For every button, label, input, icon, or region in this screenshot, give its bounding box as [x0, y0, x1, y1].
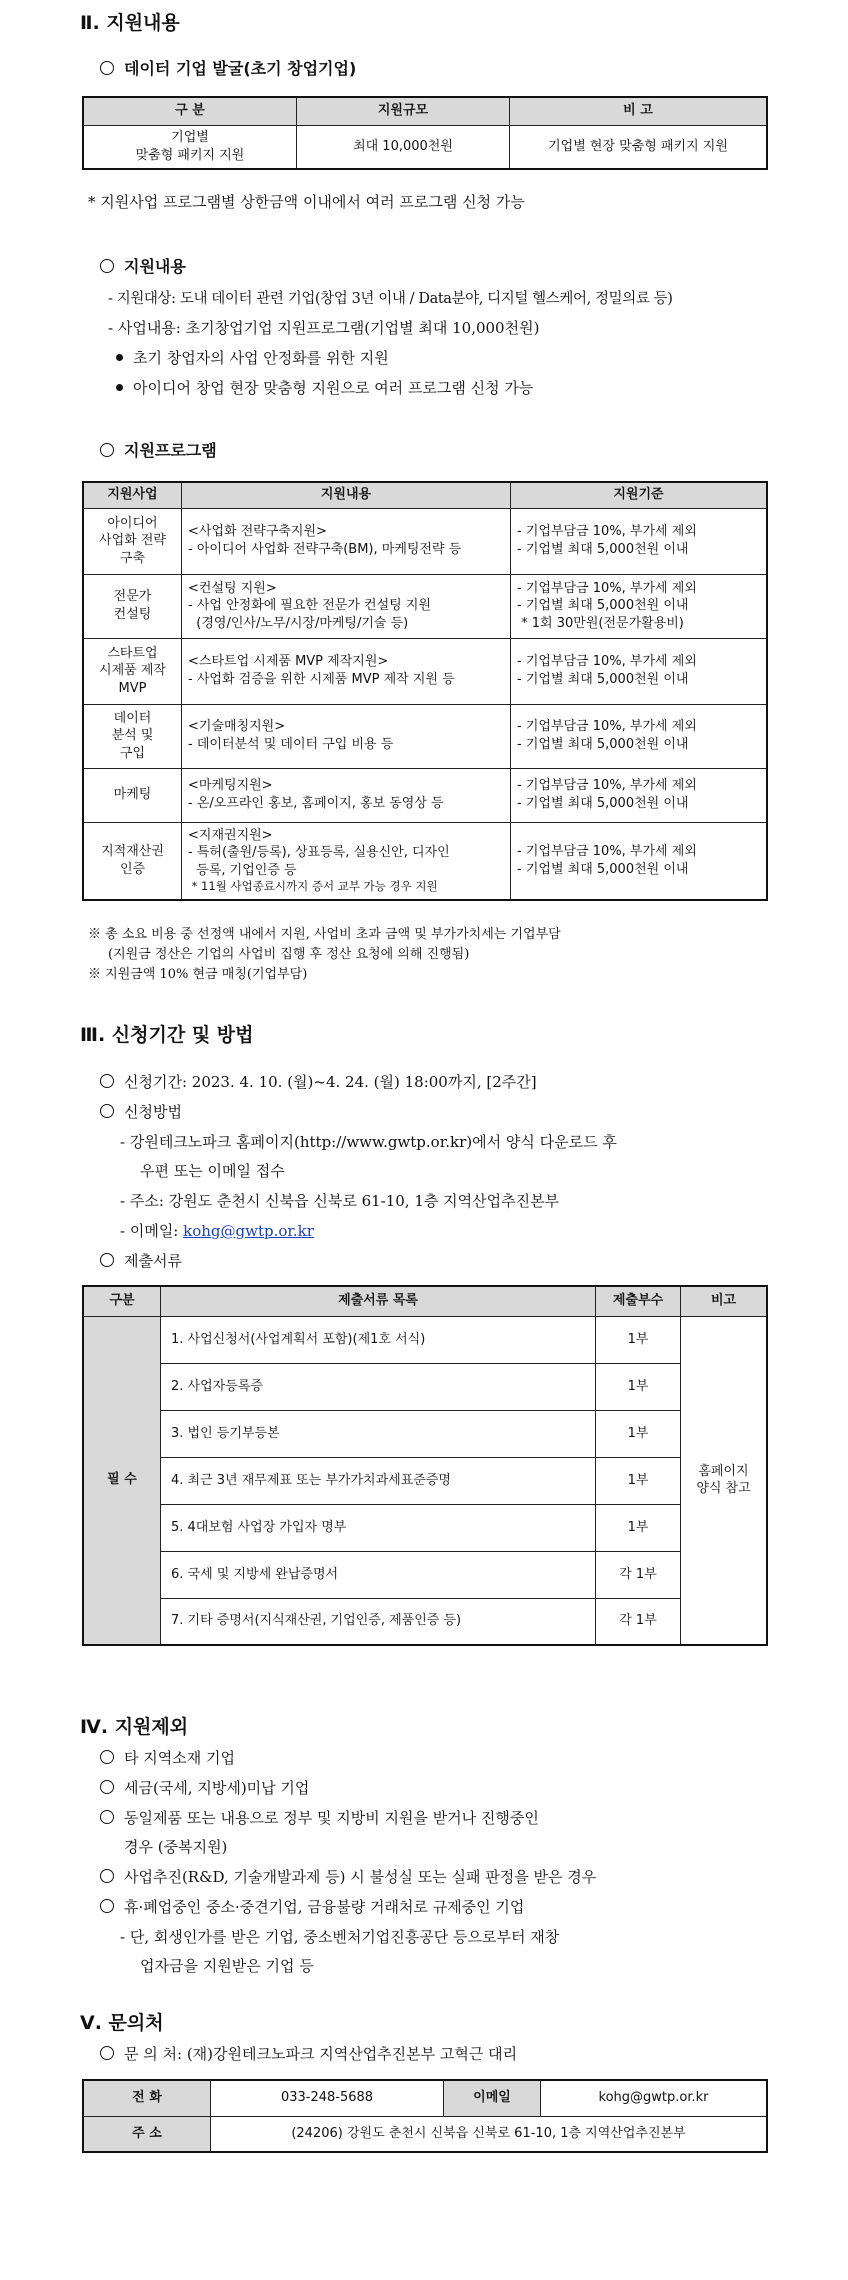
- table-row: [83, 1363, 767, 1410]
- address-cell: (24206) 강원도 춘천시 신북읍 신북로 61-10, 1층 지역산업추진본부: [211, 2116, 768, 2152]
- target-text: - 지원대상: 도내 데이터 관련 기업(창업 3년 이내 / Data분야, 디지털 헬스케어, 정밀의료 등): [108, 291, 673, 307]
- documents-table: [82, 1285, 768, 1646]
- application-method: [100, 1102, 182, 1124]
- cell-line: * 11월 사업종료시까지 증서 교부 가능 경우 지원: [188, 879, 438, 894]
- document-cell: 5. 4대보험 사업장 가입자 명부: [161, 1504, 596, 1551]
- exclusion-item: [100, 1867, 596, 1889]
- scale-cell: 최대 10,000천원: [297, 125, 510, 169]
- header-cell: 구분: [83, 1286, 161, 1316]
- program-criteria-cell: [511, 638, 768, 704]
- header-cell: 지원기준: [511, 482, 768, 508]
- program-content-cell: [182, 822, 511, 900]
- table-row: [83, 1457, 767, 1504]
- cell-line: <마케팅지원>: [188, 778, 273, 794]
- header-cell: 제출부수: [596, 1286, 681, 1316]
- program-criteria-cell: [511, 574, 768, 638]
- required-category-cell: 필 수: [83, 1316, 161, 1645]
- cell-line: - 사업화 검증을 위한 시제품 MVP 제작 지원 등: [188, 672, 455, 687]
- document-cell: 4. 최근 3년 재무제표 또는 부가가치과세표준증명: [161, 1457, 596, 1504]
- cell-line: 사업화 전략: [99, 533, 166, 549]
- exclusion-item: [100, 1808, 539, 1830]
- exclusion-text: 사업추진(R&D, 기술개발과제 등) 시 불성실 또는 실패 판정을 받은 경우: [124, 1868, 597, 1886]
- cell-line: <기술매칭지원>: [188, 719, 286, 735]
- copies-cell: 1부: [596, 1410, 681, 1457]
- cell-line: 맞춤형 패키지 지원: [135, 147, 245, 163]
- bullet-item: [116, 378, 533, 400]
- phone-cell: 033-248-5688: [211, 2080, 444, 2116]
- contact-line: [100, 2044, 517, 2066]
- cell-line: - 온/오프라인 홍보, 홈페이지, 홍보 동영상 등: [188, 796, 444, 811]
- category-cell: [83, 125, 297, 169]
- contact-table: [82, 2079, 768, 2153]
- table-row: [83, 1410, 767, 1457]
- table-row: [83, 1551, 767, 1598]
- copies-cell: 각 1부: [596, 1551, 681, 1598]
- exclusion-text: 타 지역소재 기업: [124, 1749, 235, 1767]
- table-row: [83, 638, 767, 704]
- cell-line: - 데이터분석 및 데이터 구입 비용 등: [188, 737, 394, 752]
- cell-line: 마케팅: [113, 787, 152, 803]
- cell-line: 홈페이지: [698, 1463, 749, 1479]
- header-cell: 제출서류 목록: [161, 1286, 596, 1316]
- circle-bullet-icon: [100, 1810, 114, 1824]
- section-3-title: Ⅲ. 신청기간 및 방법: [80, 1024, 254, 1046]
- program-criteria-cell: [511, 822, 768, 900]
- cell-line: <사업화 전략구축지원>: [188, 524, 327, 540]
- heading-support-content: [100, 254, 186, 277]
- contact-text: 문 의 처: (재)강원테크노파크 지역산업추진본부 고혁근 대리: [124, 2045, 518, 2063]
- application-period: [100, 1072, 537, 1094]
- cell-line: - 기업별 최대 5,000천원 이내: [517, 737, 689, 752]
- cell-line: <지재권지원>: [188, 827, 273, 843]
- header-cell: 지원규모: [297, 97, 510, 125]
- heading-text: 지원내용: [124, 257, 186, 276]
- cell-line: 스타트업: [107, 645, 158, 661]
- address-label-cell: 주 소: [83, 2116, 211, 2152]
- table-row: [83, 822, 767, 900]
- program-content-cell: [182, 638, 511, 704]
- circle-bullet-icon: [100, 1074, 114, 1088]
- homepage-text: - 강원테크노파크 홈페이지(http://www.gwtp.or.kr)에서 양식 다운로드 후: [120, 1133, 617, 1151]
- email-label: - 이메일:: [120, 1222, 184, 1240]
- program-name-cell: [83, 638, 182, 704]
- program-criteria-cell: [511, 508, 768, 574]
- cell-line: - 기업별 최대 5,000천원 이내: [517, 672, 689, 687]
- copies-cell: 1부: [596, 1363, 681, 1410]
- section-5-title: Ⅴ. 문의처: [80, 2012, 164, 2034]
- exclusion-exception-2: 업자금을 지원받은 기업 등: [140, 1957, 314, 1975]
- circle-bullet-icon: [100, 1869, 114, 1883]
- exclusion-item: [100, 1778, 309, 1800]
- circle-bullet-icon: [100, 2046, 114, 2060]
- cell-line: - 기업별 최대 5,000천원 이내: [517, 796, 689, 811]
- cell-line: - 사업 안정화에 필요한 전문가 컨설팅 지원: [188, 598, 431, 614]
- documents-text: 제출서류: [124, 1252, 182, 1270]
- document-cell: 3. 법인 등기부등본: [161, 1410, 596, 1457]
- program-content-cell: [182, 574, 511, 638]
- period-text: 신청기간: 2023. 4. 10. (월)~4. 24. (월) 18:00까지, [2주간]: [124, 1073, 537, 1091]
- heading-programs: [100, 438, 217, 461]
- remark-cell: [681, 1316, 768, 1645]
- bullet-text: 초기 창업자의 사업 안정화를 위한 지원: [133, 349, 389, 367]
- circle-bullet-icon: [100, 1750, 114, 1764]
- table-row: [83, 508, 767, 574]
- cell-line: - 아이디어 사업화 전략구축(BM), 마케팅전략 등: [188, 542, 462, 557]
- cell-line: 아이디어: [107, 515, 158, 531]
- cell-line: MVP: [118, 680, 147, 696]
- exclusion-text: 세금(국세, 지방세)미납 기업: [124, 1779, 310, 1797]
- exclusion-item: [100, 1748, 235, 1770]
- cell-line: - 기업부담금 10%, 부가세 제외: [517, 654, 697, 670]
- phone-label-cell: 전 화: [83, 2080, 211, 2116]
- copies-cell: 각 1부: [596, 1598, 681, 1645]
- heading-data-company: [100, 56, 356, 79]
- matching-note: ※ 지원금액 10% 현금 매칭(기업부담): [88, 967, 308, 982]
- bullet-text: 아이디어 창업 현장 맞춤형 지원으로 여러 프로그램 신청 가능: [133, 379, 534, 397]
- program-content-cell: [182, 768, 511, 822]
- program-name-cell: [83, 508, 182, 574]
- copies-cell: 1부: [596, 1504, 681, 1551]
- business-content-text: - 사업내용: 초기창업기업 지원프로그램(기업별 최대 10,000천원): [108, 319, 540, 337]
- section-4-title: Ⅳ. 지원제외: [80, 1716, 189, 1738]
- table-row: [83, 1316, 767, 1363]
- program-name-cell: [83, 574, 182, 638]
- program-criteria-cell: [511, 704, 768, 768]
- program-content-cell: [182, 508, 511, 574]
- cell-line: 데이터: [113, 710, 152, 726]
- circle-bullet-icon: [100, 1253, 114, 1267]
- cell-line: (경영/인사/노무/시장/마케팅/기술 등): [188, 615, 409, 631]
- cell-line: 전문가: [113, 589, 152, 605]
- exclusion-exception: - 단, 회생인가를 받은 기업, 중소벤처기업진흥공단 등으로부터 재창: [120, 1928, 560, 1946]
- exclusion-item: [100, 1897, 524, 1919]
- program-criteria-cell: [511, 768, 768, 822]
- cell-line: 양식 참고: [696, 1481, 751, 1497]
- cell-line: - 기업부담금 10%, 부가세 제외: [517, 580, 697, 596]
- copies-cell: 1부: [596, 1457, 681, 1504]
- table-row: [83, 1504, 767, 1551]
- circle-bullet-icon: [100, 443, 114, 457]
- dot-bullet-icon: [116, 384, 123, 391]
- exclusion-text-2: 경우 (중복지원): [124, 1838, 228, 1856]
- heading-text: 데이터 기업 발굴(초기 창업기업): [124, 59, 357, 78]
- program-note: * 지원사업 프로그램별 상한금액 이내에서 여러 프로그램 신청 가능: [88, 193, 525, 211]
- homepage-text-2: 우편 또는 이메일 접수: [140, 1162, 285, 1180]
- email-link[interactable]: kohg@gwtp.or.kr: [183, 1222, 314, 1240]
- circle-bullet-icon: [100, 61, 114, 75]
- program-content-cell: [182, 704, 511, 768]
- circle-bullet-icon: [100, 1104, 114, 1118]
- settlement-note: (지원금 정산은 기업의 사업비 집행 후 정산 요청에 의해 진행됨): [108, 947, 470, 962]
- copies-cell: 1부: [596, 1316, 681, 1363]
- heading-text: 지원프로그램: [124, 441, 217, 460]
- program-name-cell: [83, 822, 182, 900]
- cell-line: - 특허(출원/등록), 상표등록, 실용신안, 디자인: [188, 845, 450, 861]
- cell-line: <컨설팅 지원>: [188, 580, 277, 596]
- cell-line: 시제품 제작: [99, 663, 166, 679]
- documents-heading: [100, 1251, 182, 1273]
- cell-line: 분석 및: [111, 728, 154, 744]
- table-row: [83, 704, 767, 768]
- cell-line: - 기업부담금 10%, 부가세 제외: [517, 524, 697, 540]
- circle-bullet-icon: [100, 1899, 114, 1913]
- cell-line: 구입: [119, 745, 146, 761]
- cell-line: - 기업별 최대 5,000천원 이내: [517, 598, 689, 614]
- program-name-cell: [83, 768, 182, 822]
- cell-line: <스타트업 시제품 MVP 제작지원>: [188, 654, 389, 670]
- email-label-cell: 이메일: [444, 2080, 541, 2116]
- cell-line: - 기업별 최대 5,000천원 이내: [517, 861, 689, 877]
- program-name-cell: [83, 704, 182, 768]
- circle-bullet-icon: [100, 259, 114, 273]
- cell-line: - 기업부담금 10%, 부가세 제외: [517, 719, 697, 735]
- document-cell: 7. 기타 증명서(지식재산권, 기업인증, 제품인증 등): [161, 1598, 596, 1645]
- cell-line: 구축: [119, 550, 146, 566]
- cell-line: - 기업부담금 10%, 부가세 제외: [517, 778, 697, 794]
- table-row: [83, 574, 767, 638]
- cell-line: 컨설팅: [113, 607, 152, 622]
- remark-cell: 기업별 현장 맞춤형 패키지 지원: [510, 125, 768, 169]
- circle-bullet-icon: [100, 1780, 114, 1794]
- header-cell: 비 고: [510, 97, 768, 125]
- document-cell: 6. 국세 및 지방세 완납증명서: [161, 1551, 596, 1598]
- document-cell: 2. 사업자등록증: [161, 1363, 596, 1410]
- exclusion-text: 휴·폐업중인 중소·중견기업, 금융불량 거래처로 규제중인 기업: [124, 1898, 525, 1916]
- table-row: [83, 1598, 767, 1645]
- support-scale-table: [82, 96, 768, 170]
- cell-line: - 기업별 최대 5,000천원 이내: [517, 542, 689, 557]
- header-cell: 비고: [681, 1286, 768, 1316]
- document-cell: 1. 사업신청서(사업계획서 포함)(제1호 서식): [161, 1316, 596, 1363]
- method-text: 신청방법: [124, 1103, 182, 1121]
- cell-line: 기업별: [171, 130, 209, 146]
- header-cell: 지원내용: [182, 482, 511, 508]
- address-text: - 주소: 강원도 춘천시 신북읍 신북로 61-10, 1층 지역산업추진본부: [120, 1192, 560, 1210]
- section-2-title: Ⅱ. 지원내용: [80, 12, 180, 34]
- cell-line: 인증: [119, 861, 146, 877]
- email-cell: kohg@gwtp.or.kr: [541, 2080, 768, 2116]
- bullet-item: [116, 348, 389, 370]
- program-table: [82, 481, 768, 901]
- cell-line: - 기업부담금 10%, 부가세 제외: [517, 844, 697, 860]
- header-cell: 지원사업: [83, 482, 182, 508]
- table-row: [83, 768, 767, 822]
- cell-line: 지적재산권: [101, 844, 164, 860]
- dot-bullet-icon: [116, 354, 123, 361]
- cost-note: ※ 총 소요 비용 중 선정액 내에서 지원, 사업비 초과 금액 및 부가가치세는 기업부담: [88, 927, 561, 942]
- exclusion-text: 동일제품 또는 내용으로 정부 및 지방비 지원을 받거나 진행중인: [124, 1809, 539, 1827]
- header-cell: 구 분: [83, 97, 297, 125]
- cell-line: 등록, 기업인증 등: [188, 862, 297, 878]
- cell-line: * 1회 30만원(전문가활용비): [517, 615, 684, 631]
- email-line: [120, 1221, 314, 1243]
